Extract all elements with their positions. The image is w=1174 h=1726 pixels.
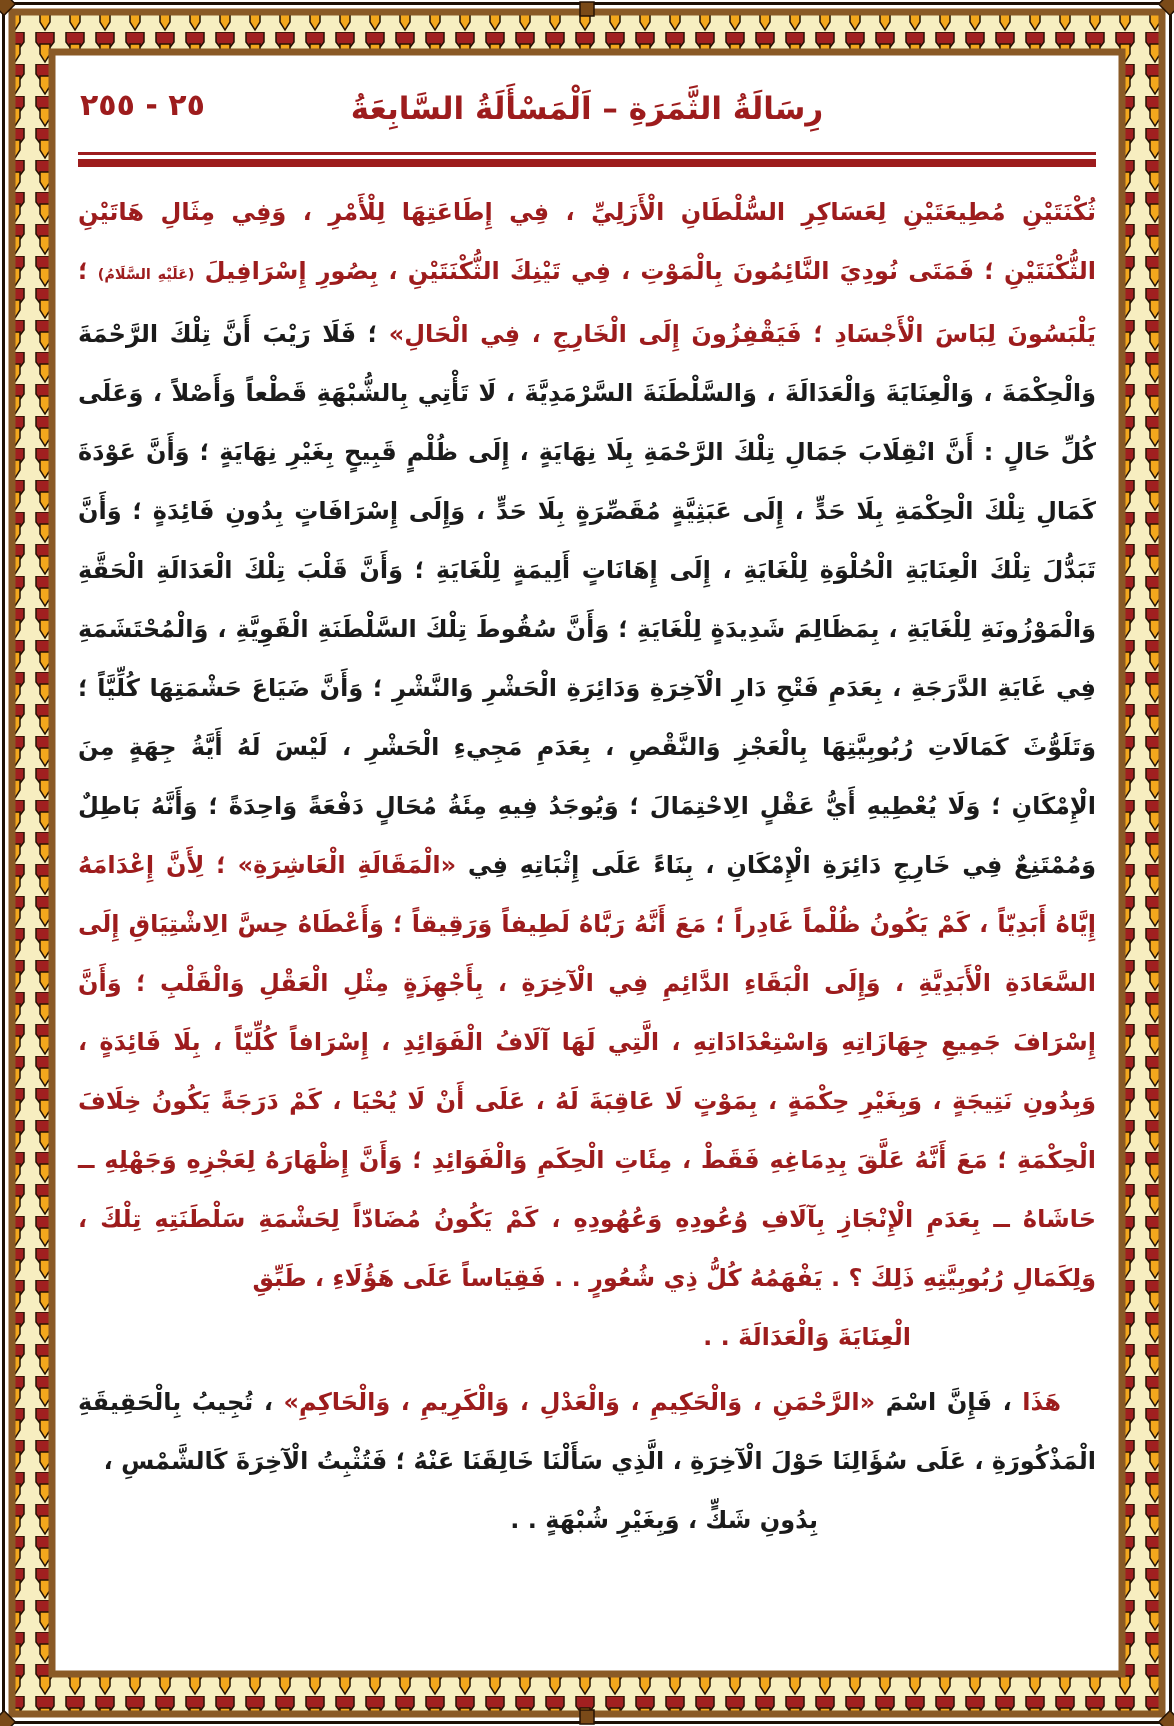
paragraph-2-last-line: بِدُونِ شَكٍّ ، وَبِغَيْرِ شُبْهَةٍ . . [510, 1506, 818, 1534]
text-segment: ؛ فَلَا رَيْبَ أَنَّ تِلْكَ الرَّحْمَةَ وَالْحِكْمَةَ ، وَالْعِنَايَةَ وَالْعَدَالَةَ ، وَالسَّلْطَنَةَ السَّرْمَدِيَّةَ ، لَا تَأْتِي بِالشُّبْهَةِ قَطْعاً وَأَصْلاً ، وَعَلَى كُلِّ حَالٍ : أَنَّ انْقِلَابَ جَمَالِ تِلْكَ الرَّحْمَةِ بِلَا نِهَايَةٍ ، إِلَى ظُلْمٍ قَبِيحٍ بِغَيْرِ نِهَايَةٍ ؛ وَأَنَّ عَوْدَةَ كَمَالِ تِلْكَ الْحِكْمَةِ بِلَا حَدٍّ ، إِلَى عَبَثِيَّةٍ مُقَصِّرَةٍ بِلَا حَدٍّ ، وَإِلَى إِسْرَافَاتٍ بِدُونِ فَائِدَةٍ ؛ وَأَنَّ تَبَدُّلَ تِلْكَ الْعِنَايَةِ الْحُلْوَةِ لِلْغَايَةِ ، إِلَى إِهَانَاتٍ أَلِيمَةٍ لِلْغَايَةِ ؛ وَأَنَّ قَلْبَ تِلْكَ الْعَدَالَةِ الْحَقَّةِ وَالْمَوْزُونَةِ لِلْغَايَةِ ، بِمَظَالِمَ شَدِيدَةٍ لِلْغَايَةِ ؛ وَأَنَّ سُقُوطَ تِلْكَ السَّلْطَنَةِ الْقَوِيَّةِ ، وَالْمُحْتَشَمَةِ فِي غَايَةِ الدَّرَجَةِ ، بِعَدَمِ فَتْحِ دَارِ الْآخِرَةِ وَدَائِرَةِ الْحَشْرِ وَالنَّشْرِ ؛ وَأَنَّ ضَيَاعَ حَشْمَتِهَا كُلِّيَّاً ؛ وَتَلَوُّثَ كَمَالَاتِ رُبُوبِيَّتِهَا بِالْعَجْزِ وَالنَّقْصِ ، بِعَدَمِ مَجِيءِ الْحَشْرِ ، لَيْسَ لَهُ أَيَّةُ جِهَةٍ مِنَ الْإِمْكَانِ ؛ وَلَا يُعْطِيهِ أَيُّ عَقْلٍ الِاحْتِمَالَ ؛ وَيُوجَدُ فِيهِ مِئَةُ مُحَالٍ دَفْعَةً وَاحِدَةً ؛ وَأَنَّهُ بَاطِلٌ وَمُمْتَنِعٌ فِي خَارِجِ دَائِرَةِ الْإِمْكَانِ ، بِنَاءً عَلَى إِثْبَاتِهِ فِي [78, 320, 1096, 879]
text-segment: هَذَا [1022, 1388, 1061, 1416]
text-segment: ، تُجِيبُ بِالْحَقِيقَةِ الْمَذْكُورَةِ ، عَلَى سُؤَالِنَا حَوْلَ الْآخِرَةِ ، الَّذِي سَأَلْنَا خَالِقَنَا عَنْهُ ؛ فَتُثْبِتُ الْآخِرَةَ كَالشَّمْسِ ، [78, 1388, 1096, 1475]
page-content [56, 56, 1118, 1670]
text-segment: ثُكْنَتَيْنِ مُطِيعَتَيْنِ لِعَسَاكِرِ السُّلْطَانِ الْأَزَلِيِّ ، فِي إِطَاعَتِهَا لِلْأَمْرِ ، وَفِي مِثَالِ هَاتَيْنِ الثُّكْنَتَيْنِ ؛ فَمَتَى نُودِيَ النَّائِمُونَ بِالْمَوْتِ ، فِي تَيْنِكَ الثُّكْنَتَيْنِ ، بِصُورِ إِسْرَافِيلَ [78, 198, 1096, 285]
paragraph-2 [78, 1373, 1096, 1491]
text-segment: «الرَّحْمَنِ ، وَالْحَكِيمِ ، وَالْعَدْلِ ، وَالْكَرِيمِ ، وَالْحَاكِمِ» [283, 1388, 876, 1416]
honorific-text: (عَلَيْهِ السَّلَامُ) [97, 267, 195, 283]
header-divider-rule [78, 152, 1096, 167]
page-header [78, 80, 1096, 142]
text-segment: ، فَإِنَّ اسْمَ [875, 1388, 1023, 1416]
paragraph-1-last-line: الْعِنَايَةَ وَالْعَدَالَةَ . . [703, 1323, 911, 1351]
text-segment: ؛ يَلْبَسُونَ لِبَاسَ الْأَجْسَادِ ؛ فَيَقْفِزُونَ إِلَى الْخَارِجِ ، فِي الْحَالِ» [78, 257, 1096, 348]
text-segment: «الْمَقَالَةِ الْعَاشِرَةِ» ؛ لِأَنَّ إِعْدَامَهُ إِيَّاهُ أَبَدِيّاً ، كَمْ يَكُونُ ظُلْماً غَادِراً ؛ مَعَ أَنَّهُ رَبَّاهُ لَطِيفاً وَرَقِيقاً ؛ وَأَعْطَاهُ حِسَّ الِاشْتِيَاقِ إِلَى السَّعَادَةِ الْأَبَدِيَّةِ ، وَإِلَى الْبَقَاءِ الدَّائِمِ فِي الْآخِرَةِ ، بِأَجْهِزَةٍ مِثْلِ الْعَقْلِ وَالْقَلْبِ ؛ وَأَنَّ إِسْرَافَ جَمِيعِ جِهَازَاتِهِ وَاسْتِعْدَادَاتِهِ ، الَّتِي لَهَا آلَافُ الْفَوَائِدِ ، إِسْرَافاً كُلِّيّاً ، بِلَا فَائِدَةٍ ، وَبِدُونِ نَتِيجَةٍ ، وَبِغَيْرِ حِكْمَةٍ ، بِمَوْتٍ لَا عَاقِبَةَ لَهُ ، عَلَى أَنْ لَا يُحْيَا ، كَمْ دَرَجَةً يَكُونُ خِلَافَ الْحِكْمَةِ ؛ مَعَ أَنَّهُ عَلَّقَ بِدِمَاغِهِ فَقَطْ ، مِئَاتِ الْحِكَمِ وَالْفَوَائِدِ ؛ وَأَنَّ إِظْهَارَهُ لِعَجْزِهِ وَجَهْلِهِ ــ حَاشَاهُ ــ بِعَدَمِ الْإِنْجَازِ بِآلَافِ وُعُودِهِ وَعُهُودِهِ ، كَمْ يَكُونُ مُضَادّاً لِحَشْمَةِ سَلْطَنَتِهِ تِلْكَ ، وَلِكَمَالِ رُبُوبِيَّتِهِ ذَلِكَ ؟ . يَفْهَمُهُ كُلُّ ذِي شُعُورٍ . . فَقِيَاساً عَلَى هَؤُلَاءِ ، طَبِّقِ [78, 851, 1096, 1292]
body-text [78, 183, 1096, 1550]
paragraph-1 [78, 183, 1096, 1308]
page-numbers: ٢٥ - ٢٥٥ [80, 88, 205, 123]
page-title: رِسَالَةُ الثَّمَرَةِ – اَلْمَسْأَلَةُ السَّابِعَةُ [350, 91, 824, 127]
